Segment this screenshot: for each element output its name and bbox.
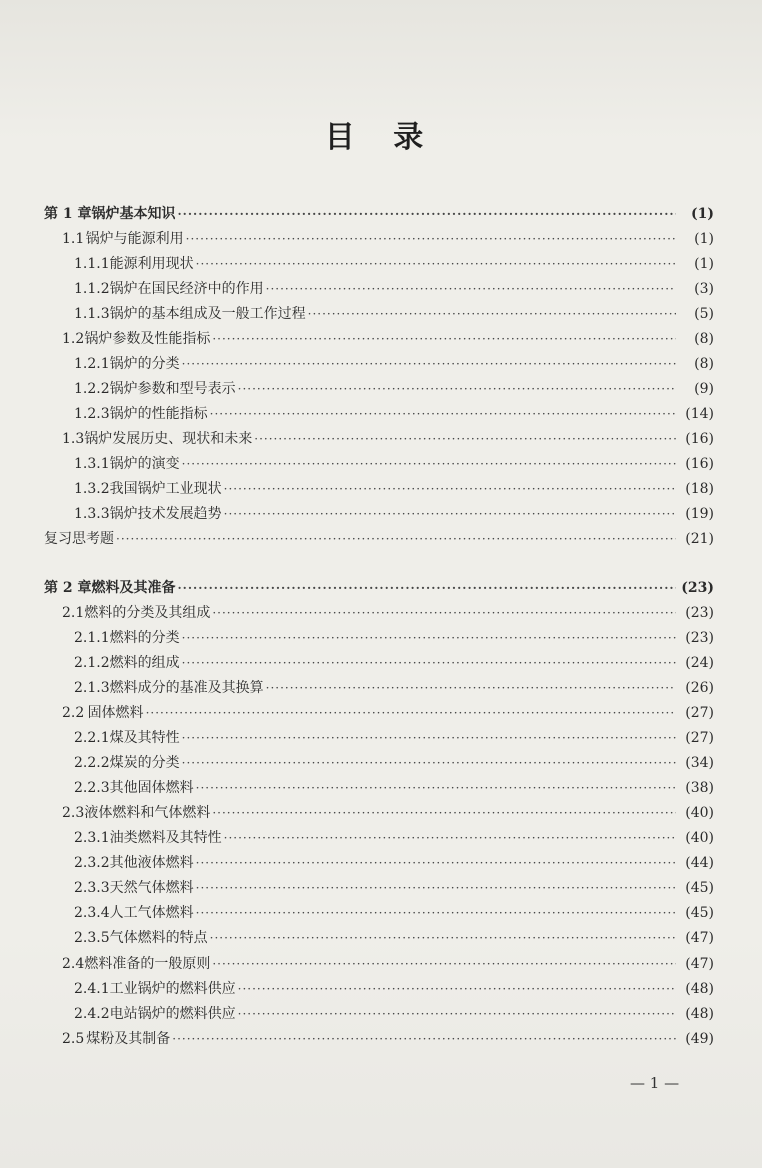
dot-leader — [212, 806, 676, 820]
toc-entry-title: 气体燃料的特点 — [109, 930, 208, 946]
toc-entry[interactable] — [74, 453, 714, 477]
toc-entry[interactable] — [74, 652, 714, 676]
toc-entry-number: 2.1.3 — [74, 680, 110, 696]
toc-entry[interactable] — [62, 953, 714, 977]
toc-entry-number: 2.1.2 — [74, 655, 110, 671]
toc-entry[interactable] — [74, 378, 714, 402]
toc-entry-page: (19) — [685, 506, 714, 522]
toc-entry-page: (47) — [685, 930, 714, 946]
toc-entry-number: 2.2.3 — [74, 780, 110, 796]
toc-entry-title: 其他固体燃料 — [109, 780, 194, 796]
dot-leader — [196, 856, 676, 870]
toc-entry-number: 1.1.2 — [74, 281, 110, 297]
dot-leader — [238, 382, 676, 396]
toc-entry[interactable] — [74, 827, 714, 851]
toc-entry[interactable] — [74, 902, 714, 926]
toc-entry-number: 2.5 — [62, 1031, 85, 1047]
toc-entry-title: 工业锅炉的燃料供应 — [109, 981, 236, 997]
toc-entry[interactable] — [62, 1028, 714, 1052]
toc-entry-title: 锅炉参数和型号表示 — [109, 381, 236, 397]
toc-entry-number: 1.3.3 — [74, 506, 110, 522]
dot-leader — [182, 656, 676, 670]
toc-entry[interactable] — [44, 528, 714, 552]
toc-entry-title: 电站锅炉的燃料供应 — [109, 1006, 236, 1022]
toc-entry-page: (16) — [685, 456, 714, 472]
toc-entry-page: (8) — [694, 356, 714, 372]
toc-entry[interactable] — [74, 503, 714, 527]
toc-entry[interactable] — [74, 403, 714, 427]
toc-entry-page: (48) — [685, 1006, 714, 1022]
toc-entry-number: 1.2.1 — [74, 356, 110, 372]
toc-entry-title: 液体燃料和气体燃料 — [84, 805, 211, 821]
toc-entry[interactable] — [74, 303, 714, 327]
toc-entry-title: 燃料成分的基准及其换算 — [109, 680, 264, 696]
toc-entry-title: 锅炉与能源利用 — [85, 231, 184, 247]
toc-entry[interactable] — [74, 253, 714, 277]
toc-entry[interactable] — [62, 702, 714, 726]
toc-entry[interactable] — [74, 752, 714, 776]
toc-entry[interactable] — [74, 877, 714, 901]
toc-entry-title: 锅炉基本知识 — [91, 206, 176, 222]
toc-entry-title: 锅炉的基本组成及一般工作过程 — [109, 306, 306, 322]
toc-entry-number: 2.3.2 — [74, 855, 110, 871]
toc-entry-title: 油类燃料及其特性 — [109, 830, 222, 846]
page-number-footer: — 1 — — [630, 1074, 680, 1092]
toc-entry-title: 锅炉的分类 — [109, 356, 180, 372]
toc-entry-number: 1.3.2 — [74, 481, 110, 497]
page-title: 目 录 — [324, 120, 438, 155]
toc-entry-page: (1) — [694, 256, 714, 272]
toc-entry-page: (27) — [685, 730, 714, 746]
dot-leader — [224, 482, 676, 496]
toc-entry-title: 燃料的分类及其组成 — [84, 605, 211, 621]
toc-entry-page: (23) — [685, 605, 714, 621]
toc-entry-title: 燃料的组成 — [109, 655, 180, 671]
toc-entry[interactable] — [74, 852, 714, 876]
toc-entry[interactable] — [74, 478, 714, 502]
dot-leader — [212, 606, 676, 620]
toc-entry-number: 1.2 — [62, 331, 85, 347]
dot-leader — [196, 881, 676, 895]
toc-entry-title: 人工气体燃料 — [109, 905, 194, 921]
toc-entry[interactable] — [62, 428, 714, 452]
toc-entry-number: 2.4 — [62, 956, 85, 972]
dot-leader — [182, 731, 676, 745]
toc-entry-number: 2.2.2 — [74, 755, 110, 771]
toc-entry-number: 2.2 — [62, 705, 85, 721]
toc-entry-number: 2.3.1 — [74, 830, 110, 846]
toc-entry-title: 锅炉的性能指标 — [109, 406, 208, 422]
toc-entry-number: 2.3.4 — [74, 905, 110, 921]
dot-leader — [224, 507, 676, 521]
dot-leader — [182, 631, 676, 645]
toc-entry-number: 第 1 章 — [44, 206, 92, 222]
toc-entry-page: (18) — [685, 481, 714, 497]
dot-leader — [182, 357, 676, 371]
toc-entry-page: (14) — [685, 406, 714, 422]
toc-entry-title: 燃料及其准备 — [91, 580, 176, 596]
dot-leader — [196, 781, 676, 795]
toc-entry-number: 1.1.3 — [74, 306, 110, 322]
dot-leader — [238, 1007, 676, 1021]
toc-entry-number: 1.1.1 — [74, 256, 110, 272]
dot-leader — [212, 332, 676, 346]
toc-entry-number: 2.3.3 — [74, 880, 110, 896]
toc-entry-page: (45) — [685, 905, 714, 921]
toc-entry[interactable] — [74, 727, 714, 751]
dot-leader — [186, 232, 676, 246]
toc-entry-page: (48) — [685, 981, 714, 997]
toc-entry-number: 1.2.2 — [74, 381, 110, 397]
toc-entry-title: 复习思考题 — [44, 531, 114, 547]
toc-entry[interactable] — [74, 677, 714, 701]
toc-entry-title: 锅炉参数及性能指标 — [84, 331, 211, 347]
dot-leader — [308, 307, 676, 321]
toc-entry-number: 1.1 — [62, 231, 85, 247]
dot-leader — [254, 432, 676, 446]
toc-entry-page: (26) — [685, 680, 714, 696]
toc-entry-number: 1.3 — [62, 431, 85, 447]
toc-entry-number: 第 2 章 — [44, 580, 92, 596]
toc-entry-title: 锅炉发展历史、现状和未来 — [84, 431, 253, 447]
toc-entry-page: (34) — [685, 755, 714, 771]
toc-entry-number: 2.1 — [62, 605, 85, 621]
dot-leader — [238, 982, 676, 996]
dot-leader — [196, 906, 676, 920]
toc-entry[interactable] — [74, 1003, 714, 1027]
dot-leader — [182, 756, 676, 770]
dot-leader — [224, 831, 676, 845]
toc-entry[interactable] — [74, 353, 714, 377]
dot-leader — [196, 257, 676, 271]
toc-entry-number: 2.3 — [62, 805, 85, 821]
toc-entry-number: 2.2.1 — [74, 730, 110, 746]
toc-entry[interactable] — [44, 577, 714, 601]
toc-entry-number: 2.4.2 — [74, 1006, 110, 1022]
dot-leader — [266, 681, 676, 695]
toc-entry[interactable] — [44, 203, 714, 227]
toc-entry-title: 锅炉在国民经济中的作用 — [109, 281, 264, 297]
toc-entry-title: 锅炉技术发展趋势 — [109, 506, 222, 522]
toc-entry-title: 我国锅炉工业现状 — [109, 481, 222, 497]
toc-entry-page: (9) — [694, 381, 714, 397]
toc-entry[interactable] — [74, 978, 714, 1002]
toc-entry-page: (38) — [685, 780, 714, 796]
toc-entry-page: (1) — [694, 231, 714, 247]
toc-entry-title: 固体燃料 — [87, 705, 144, 721]
toc-entry-page: (23) — [685, 630, 714, 646]
toc-entry-title: 燃料的分类 — [109, 630, 180, 646]
toc-entry-number: 1.3.1 — [74, 456, 110, 472]
toc-entry-number: 2.3.5 — [74, 930, 110, 946]
dot-leader — [182, 457, 676, 471]
toc-entry-page: (27) — [685, 705, 714, 721]
toc-entry-title: 锅炉的演变 — [109, 456, 180, 472]
toc-entry-page: (16) — [685, 431, 714, 447]
toc-entry[interactable] — [74, 278, 714, 302]
toc-entry-number: 1.2.3 — [74, 406, 110, 422]
toc-entry-page: (40) — [685, 805, 714, 821]
toc-entry-title: 煤炭的分类 — [109, 755, 180, 771]
toc-entry[interactable] — [62, 802, 714, 826]
toc-entry-number: 2.1.1 — [74, 630, 110, 646]
toc-entry-page: (47) — [685, 956, 714, 972]
toc-entry-page: (23) — [681, 580, 714, 596]
toc-entry-page: (5) — [694, 306, 714, 322]
toc-entry-page: (49) — [685, 1031, 714, 1047]
toc-entry-title: 煤粉及其制备 — [86, 1031, 171, 1047]
toc-entry-title: 燃料准备的一般原则 — [84, 956, 211, 972]
dot-leader — [146, 706, 676, 720]
toc-entry-page: (45) — [685, 880, 714, 896]
toc-entry[interactable] — [62, 228, 714, 252]
dot-leader — [172, 1032, 676, 1046]
toc-entry-page: (44) — [685, 855, 714, 871]
dot-leader — [212, 957, 676, 971]
dot-leader — [178, 581, 677, 595]
dot-leader — [266, 282, 676, 296]
toc-entry-page: (8) — [694, 331, 714, 347]
toc-entry-page: (40) — [685, 830, 714, 846]
toc-entry-page: (24) — [685, 655, 714, 671]
toc-entry[interactable] — [62, 602, 714, 626]
toc-entry-number: 2.4.1 — [74, 981, 110, 997]
toc-entry-title: 煤及其特性 — [109, 730, 180, 746]
toc-entry[interactable] — [74, 627, 714, 651]
toc-entry-page: (1) — [691, 206, 714, 222]
toc-entry[interactable] — [62, 328, 714, 352]
toc-entry-page: (3) — [694, 281, 714, 297]
dot-leader — [178, 207, 677, 221]
toc-entry[interactable] — [74, 927, 714, 951]
toc-entry-title: 天然气体燃料 — [109, 880, 194, 896]
toc-entry-title: 能源利用现状 — [109, 256, 194, 272]
dot-leader — [116, 532, 676, 546]
dot-leader — [210, 407, 676, 421]
toc-entry[interactable] — [74, 777, 714, 801]
dot-leader — [210, 931, 676, 945]
toc-entry-page: (21) — [685, 531, 714, 547]
toc-entry-title: 其他液体燃料 — [109, 855, 194, 871]
